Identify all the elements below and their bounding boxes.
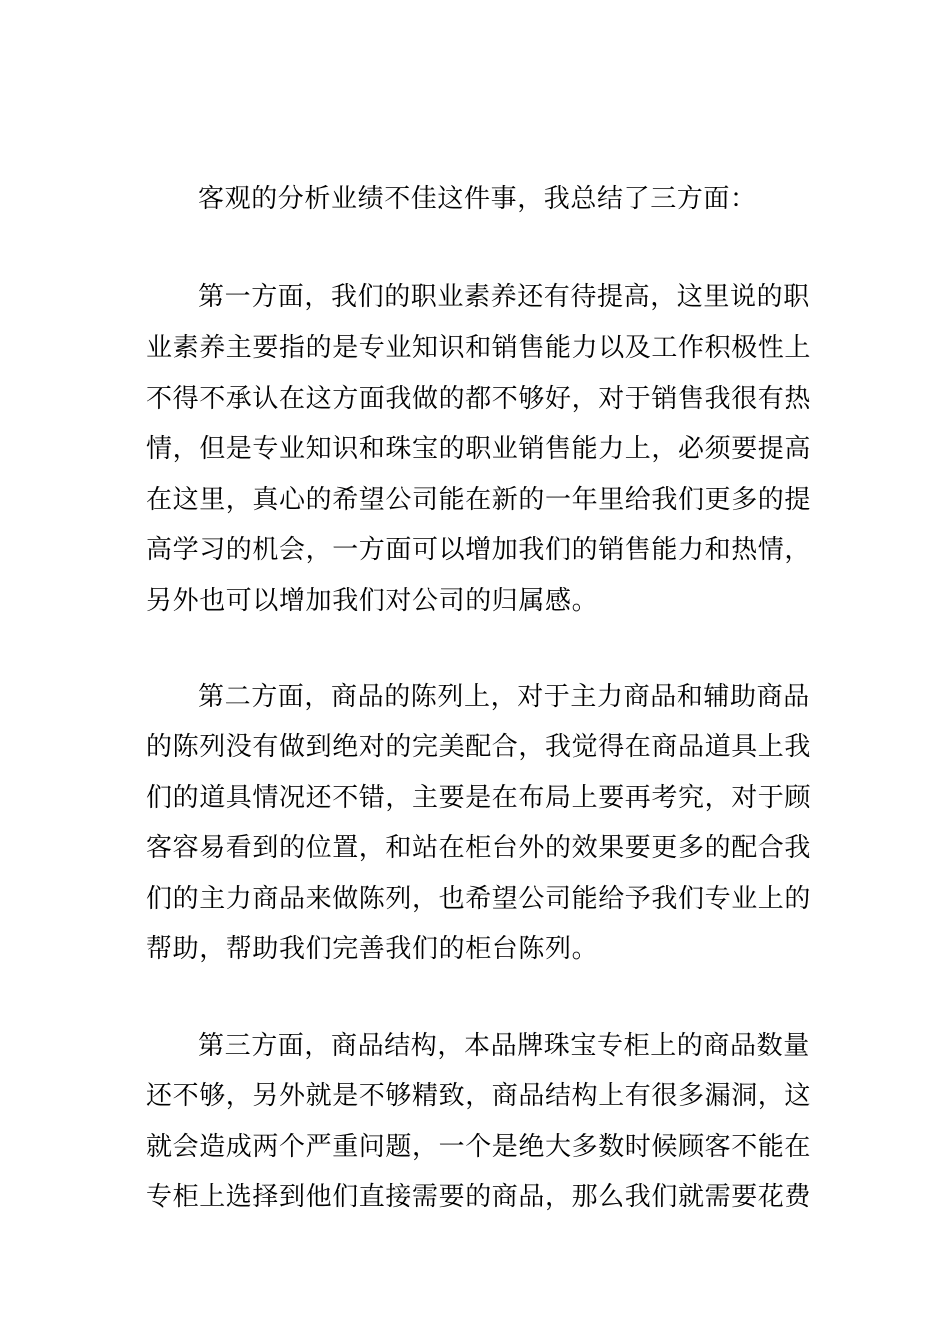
paragraph-line: 第一方面，我们的职业素养还有待提高，这里说的职 <box>198 282 810 312</box>
paragraph-line: 帮助，帮助我们完善我们的柜台陈列。 <box>146 934 599 964</box>
paragraph-line: 第二方面，商品的陈列上，对于主力商品和辅助商品 <box>198 682 810 712</box>
paragraph-line: 不得不承认在这方面我做的都不够好，对于销售我很有热 <box>146 384 812 414</box>
intro-line: 客观的分析业绩不佳这件事，我总结了三方面： <box>198 184 757 214</box>
paragraph-line: 第三方面，商品结构，本品牌珠宝专柜上的商品数量 <box>198 1031 810 1061</box>
paragraph-line: 们的主力商品来做陈列，也希望公司能给予我们专业上的 <box>146 884 812 914</box>
paragraph-line: 们的道具情况还不错，主要是在布局上要再考究，对于顾 <box>146 783 812 813</box>
paragraph-line: 在这里，真心的希望公司能在新的一年里给我们更多的提 <box>146 485 812 515</box>
paragraph-line: 客容易看到的位置，和站在柜台外的效果要更多的配合我 <box>146 833 812 863</box>
paragraph-line: 专柜上选择到他们直接需要的商品，那么我们就需要花费 <box>146 1182 812 1212</box>
paragraph-line: 业素养主要指的是专业知识和销售能力以及工作积极性上 <box>146 333 812 363</box>
paragraph-line: 就会造成两个严重问题，一个是绝大多数时候顾客不能在 <box>146 1132 812 1162</box>
paragraph-line: 另外也可以增加我们对公司的归属感。 <box>146 586 599 616</box>
paragraph-line: 还不够，另外就是不够精致，商品结构上有很多漏洞，这 <box>146 1081 812 1111</box>
paragraph-line: 情，但是专业知识和珠宝的职业销售能力上，必须要提高 <box>146 434 812 464</box>
paragraph-line: 高学习的机会，一方面可以增加我们的销售能力和热情， <box>146 535 812 565</box>
paragraph-line: 的陈列没有做到绝对的完美配合，我觉得在商品道具上我 <box>146 732 812 762</box>
